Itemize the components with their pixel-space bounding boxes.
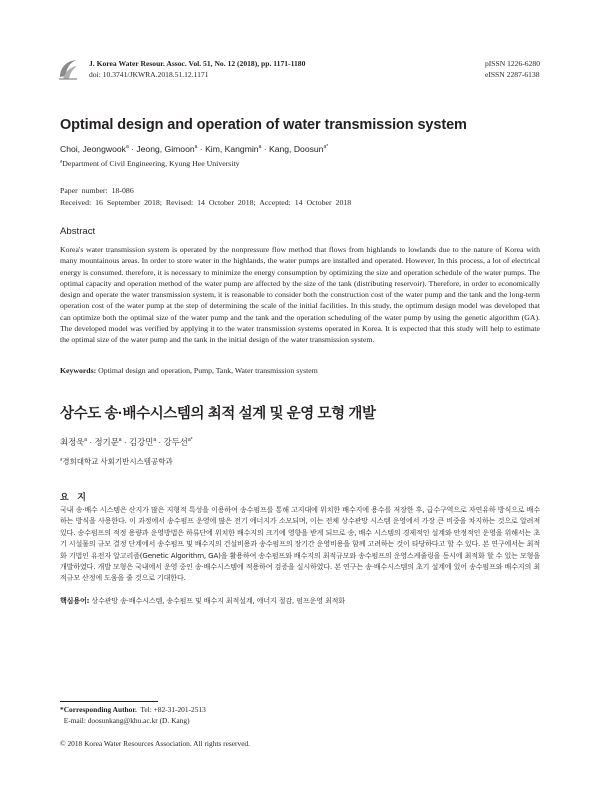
keywords: [60, 366, 318, 375]
footnote-divider: [60, 701, 158, 702]
corr-tel: Tel: +82-31-201-2513: [140, 705, 206, 714]
author-separator: ·: [261, 144, 269, 154]
author-sup: a*: [187, 437, 193, 444]
author-name: 최정욱: [60, 437, 85, 447]
keywords-text: Optimal design and operation, Pump, Tank, Water transmission system: [98, 366, 318, 375]
korean-affiliation: [60, 456, 173, 467]
pissn: pISSN 1226-6280: [484, 59, 540, 68]
copyright: © 2018 Korea Water Resources Association. All rights reserved.: [60, 739, 251, 748]
keywords-label: 핵심용어:: [60, 596, 90, 605]
author-sup: a: [153, 437, 157, 444]
corr-email: E-mail: doosunkang@khu.ac.kr (D. Kang): [63, 715, 190, 725]
author-sup: a: [118, 437, 122, 444]
korean-title: 상수도 송·배수시스템의 최적 설계 및 운영 모형 개발: [60, 406, 376, 422]
doi: doi: 10.3741/JKWRA.2018.51.12.1171: [89, 70, 209, 79]
korean-keywords: [60, 596, 345, 606]
author-name: 정기문: [94, 437, 119, 447]
journal-citation: J. Korea Water Resour. Assoc. Vol. 51, No. 12 (2018), pp. 1171-1180: [89, 59, 306, 68]
author-sup: a: [258, 144, 262, 151]
author-separator: ·: [87, 437, 95, 447]
eissn: eISSN 2287-6138: [484, 70, 540, 79]
affiliation-sup: a: [60, 457, 63, 463]
author-name: 김강민: [129, 437, 154, 447]
korean-summary-text: 국내 송·배수 시스템은 산지가 많은 지형적 특성을 이용하여 송수펌프를 통해 고지대에 위치한 배수지에 용수를 저장한 후, 급수구역으로 자연유하 방식으로 배수하는 방식을 사용한다. 이 과정에서 송수펌프 운영에 많은 전기 에너지가 소모되며, 이는 전체 상수관망 시스템 운영에서 가장 큰 비중을 차지하는 것으로 알려져 있다. 송수펌프의 적정 용량과 운영방법은 하류단에 위치한 배수지의 크기에 영향을 받게 되므로 송, 배수 시스템의 경제적인 설계와 안정적인 운영을 위해서는 초기 시설물의 규모 결정 단계에서 송수펌프 및 배수지의 건설비용과 송수펌프의 장기간 운영비용을 함께 고려하는 것이 타당하다고 할 수 있다. 본 연구에서는 최적화 기법인 유전자 알고리즘(Genetic Algorithm, GA)을 활용하여 송수펌프와 배수지의 최적규모와 송수펌프의 운영스케줄링을 동시에 최적화 할 수 있는 모형을 개발하였다. 개발 모형은 국내에서 운영 중인 송·배수시스템에 적용하여 검증을 실시하였다. 본 연구는 송·배수시스템의 초기 설계에 있어 송수펌프와 배수지의 최적규모 산정에 도움을 줄 것으로 기대한다.: [60, 505, 540, 583]
abstract-heading: Abstract: [60, 226, 96, 237]
corresponding-author: [60, 705, 206, 727]
author-name: Jeong, Gimoon: [136, 144, 195, 154]
paper-title: Optimal design and operation of water transmission system: [60, 117, 467, 133]
author-name: Kang, Doosun: [268, 144, 324, 154]
received-dates: Received: 16 September 2018; Revised: 14 October 2018; Accepted: 14 October 2018: [60, 197, 352, 207]
author-sup: a: [125, 144, 129, 151]
affiliation-text: Department of Civil Engineering, Kyung Hee University: [62, 159, 240, 168]
issn-block: [485, 58, 540, 80]
author-separator: ·: [121, 437, 130, 447]
author-name: Choi, Jeongwook: [60, 144, 126, 154]
abstract-text: Korea's water transmission system is operated by the nonpressure flow method that flows from highlands to lowlands due to the nature of Korea with many mountainous areas. In order to store water in the highlands, the water pumps are installed and operated. However, In this process, a lot of electrical energy is consumed. therefore, it is necessary to minimize the energy consumption by optimizing the size and operation schedule of the water pumps. The optimal capacity and operation method of the water pump are affected by the size of the tank (distributing reservoir). Therefore, in order to economically design and operate the water transmission system, it is reasonable to consider both the construction cost of the water pump and the tank and the long-term operation cost of the water pump at the step of determining the scale of the initial facilities. In this study, the optimum design model was developed that can optimize both the optimal size of the water pump and the tank and the operation scheduling of the water pump by using the genetic algorithm (GA). The developed model was verified by applying it to the water transmission systems operated in Korea. It is expected that this study will help to estimate the optimal size of the water pump and the tank in the initial design of the water transmission system.: [60, 245, 540, 345]
author-name: 강두선: [163, 437, 188, 447]
author-separator: ·: [156, 437, 164, 447]
author-list: [60, 144, 328, 154]
author-separator: ·: [128, 144, 137, 154]
author-sup: a: [84, 437, 88, 444]
author-name: Kim, Kangmin: [205, 144, 259, 154]
keywords-label: Keywords:: [60, 366, 97, 375]
author-sup: a: [194, 144, 198, 151]
author-separator: ·: [197, 144, 206, 154]
author-sup: a*: [323, 144, 329, 151]
paper-dates: [60, 185, 351, 208]
korean-summary-heading: 요 지: [60, 492, 89, 502]
affiliation-sup: a: [60, 159, 63, 165]
corr-label: *Corresponding Author.: [60, 705, 137, 714]
affiliation: [60, 159, 240, 168]
korean-author-list: [60, 436, 193, 448]
paper-number: Paper number: 18-086: [60, 186, 134, 195]
journal-header: [89, 58, 305, 80]
keywords-text: 상수관망 송·배수시스템, 송수펌프 및 배수지 최적설계, 에너지 절감, 펌프운영 최적화: [91, 596, 345, 605]
affiliation-text: 경희대학교 사회기반시스템공학과: [62, 457, 173, 466]
journal-logo-icon: [57, 57, 79, 81]
